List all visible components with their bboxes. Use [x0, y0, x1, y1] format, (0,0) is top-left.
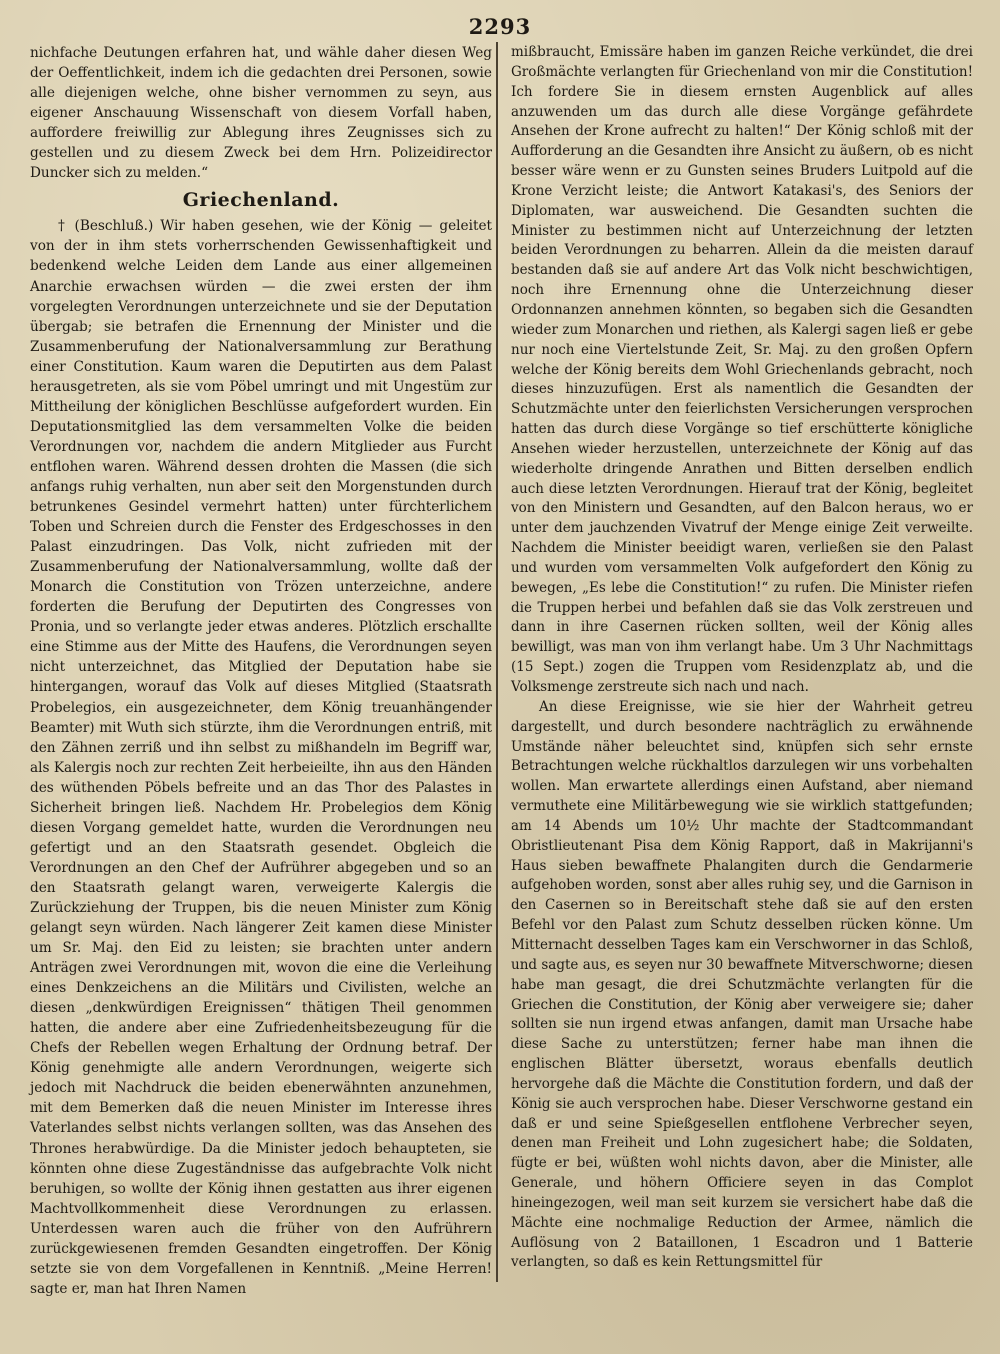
column-divider: [496, 42, 498, 1282]
left-column: [30, 43, 492, 1299]
intro-paragraph: nichfache Deutungen erfahren hat, und wähle daher diesen Weg der Oeffentlichkeit, indem ich die gedachten drei Personen, sowie alle diejenigen welche, ohne bisher vernommen zu seyn, aus eigener Anschauung Wissenschaft von diesem Vorfall haben, auffordere freiwillig zur Ablegung ihres Zeugnisses sich zu gestellen und zu diesem Zweck bei dem Hrn. Polizeidirector Duncker sich zu melden.“: [30, 45, 492, 182]
section-heading: Griechenland.: [182, 189, 340, 212]
article-body-right-1: mißbraucht, Emissäre haben im ganzen Reiche verkündet, die drei Großmächte verlangten für Griechenland von mir die Constitution! Ich fordere Sie in diesem ernsten Augenblick auf alles anzuwenden um das durch alle diese Vorgänge gefährdete Ansehen der Krone aufrecht zu halten!“ Der König schloß mit der Aufforderung an die Gesandten ihre Ansicht zu äußern, ob es nicht besser wäre wenn er zu Gunsten seines Bruders Luitpold auf die Krone Verzicht leiste; die Antwort Katakasi's, des Seniors der Diplomaten, war ausweichend. Die Gesandten suchten die Minister zu bestimmen nicht auf Unterzeichnung der letzten beiden Verordnungen zu beharren. Allein da die meisten darauf bestanden daß sie auf andere Art das Volk nicht beschwichtigen, noch ihre Ernennung ohne die Unterzeichnung dieser Ordonnanzen annehmen könnten, so begaben sich die Gesandten wieder zum Monarchen und riethen, als Kalergi sagen ließ er gebe nur noch eine Viertelstunde Zeit, Sr. Maj. zu den großen Opfern welche der König bereits dem Wohl Griechenlands gebracht, noch dieses hinzuzufügen. Erst als namentlich die Gesandten der Schutzmächte unter den feierlichsten Versicherungen versprochen hatten das durch diese Vorgänge so tief erschütterte königliche Ansehen wieder herzustellen, unterzeichnete der König auf das wiederholte dringende Anrathen und Bitten derselben endlich auch diese letzten Verordnungen. Hierauf trat der König, begleitet von den Ministern und Gesandten, auf den Balcon heraus, wo er unter dem jauchzenden Vivatruf der Menge einige Zeit verweilte. Nachdem die Minister beeidigt waren, verließen sie den Palast und wurden vom versammelten Volk aufgefordert den König zu bewegen, „Es lebe die Constitution!“ zu rufen. Die Minister riefen die Truppen herbei und befahlen daß sie das Volk zerstreuen und dann in ihre Casernen rücken sollten, weil der König alles bewilligt, was man von ihm verlangt habe. Um 3 Uhr Nachmittags (15 Sept.) zogen die Truppen vom Residenzplatz ab, und die Volksmenge zerstreute sich nach und nach.: [511, 44, 973, 695]
page-number: 2293: [468, 14, 532, 39]
right-column: [511, 43, 973, 1273]
article-body-left: † (Beschluß.) Wir haben gesehen, wie der König — geleitet von der in ihm stets vorherrschenden Gewissenhaftigkeit und bedenkend welche Leiden dem Lande aus einer allgemeinen Anarchie erwachsen würden — die zwei ersten der ihm vorgelegten Verordnungen unterzeichnete und sie der Deputation übergab; sie betrafen die Ernennung der Minister und die Zusammenberufung der Nationalversammlung zur Berathung einer Constitution. Kaum waren die Deputirten aus dem Palast herausgetreten, als sie vom Pöbel umringt und mit Ungestüm zur Mittheilung der königlichen Beschlüsse aufgefordert wurden. Ein Deputationsmitglied las dem versammelten Volke die beiden Verordnungen vor, nachdem die andern Mitglieder aus Furcht entflohen waren. Während dessen drohten die Massen (die sich anfangs ruhig verhalten, nun aber seit den Morgenstunden durch betrunkenes Gesindel vermehrt hatten) unter fürchterlichem Toben und Schreien durch die Fenster des Erdgeschosses in den Palast einzudringen. Das Volk, nicht zufrieden mit der Zusammenberufung der Nationalversammlung, wollte daß der Monarch die Constitution von Trözen unterzeichne, andere forderten die Berufung der Deputirten des Congresses von Pronia, und so verlangte jeder etwas anderes. Plötzlich erschallte eine Stimme aus der Mitte des Haufens, die Verordnungen seyen nicht unterzeichnet, das Mitglied der Deputation habe sie hintergangen, worauf das Volk auf dieses Mitglied (Staatsrath Probelegios, ein ausgezeichneter, dem König treuanhängender Beamter) mit Wuth sich stürzte, ihm die Verordnungen entriß, mit den Zähnen zerriß und ihn selbst zu mißhandeln im Begriff war, als Kalergis noch zur rechten Zeit herbeieilte, ihn aus den Händen des wüthenden Pöbels befreite und an das Thor des Palastes in Sicherheit bringen ließ. Nachdem Hr. Probelegios dem König diesen Vorgang gemeldet hatte, wurden die Verordnungen neu gefertigt und an den Staatsrath gesendet. Obgleich die Verordnungen an den Chef der Aufrührer abgegeben und so an den Staatsrath gelangt waren, verweigerte Kalergis die Zurückziehung der Truppen, bis die neuen Minister zum König gelangt seyn würden. Nach längerer Zeit kamen diese Minister um Sr. Maj. den Eid zu leisten; sie brachten unter andern Anträgen zwei Verordnungen mit, wovon die eine die Verleihung eines Denkzeichens an die Militärs und Civilisten, welche an diesen „denkwürdigen Ereignissen“ thätigen Theil genommen hatten, die andere aber eine Zufriedenheitsbezeugung für die Chefs der Rebellen wegen Erhaltung der Ordnung betraf. Der König genehmigte alle andern Verordnungen, weigerte sich jedoch mit Nachdruck die beiden ebenerwähnten anzunehmen, mit dem Bemerken daß die neuen Minister im Interesse ihres Vaterlandes selbst nichts verlangen sollten, was das Ansehen des Thrones herabwürdige. Da die Minister jedoch behaupteten, sie könnten ohne diese Zugeständnisse das aufgebrachte Volk nicht beruhigen, so wollte der König ihnen gestatten aus ihrer eigenen Machtvollkommenheit diese Verordnungen zu erlassen. Unterdessen waren auch die früher von den Aufrührern zurückgewiesenen fremden Gesandten eingetroffen. Der König setzte sie von dem Vorgefallenen in Kenntniß. „Meine Herren! sagte er, man hat Ihren Namen: [30, 218, 492, 1297]
article-body-right-2: An diese Ereignisse, wie sie hier der Wahrheit getreu dargestellt, und durch besondere nachträglich zu erwähnende Umstände näher beleuchtet sind, knüpfen sich sehr ernste Betrachtungen welche rückhaltlos darzulegen wir uns vorbehalten wollen. Man erwartete allerdings einen Aufstand, aber niemand vermuthete eine Militärbewegung wie sie wirklich stattgefunden; am 14 Abends um 10½ Uhr machte der Stadtcommandant Obristlieutenant Pisa dem König Rapport, daß in Makrijanni's Haus sieben bewaffnete Phalangiten durch die Gendarmerie aufgehoben worden, sonst aber alles ruhig sey, und die Garnison in den Casernen so in Bereitschaft stehe daß sie auf den ersten Befehl vor den Palast zum Schutz desselben rücken könne. Um Mitternacht desselben Tages kam ein Verschworner in das Schloß, und sagte aus, es seyen nur 30 bewaffnete Mitverschworne; diesen habe man gesagt, die drei Schutzmächte verlangten für die Griechen die Constitution, der König aber verweigere sie; daher sollten sie nun irgend etwas anfangen, damit man Ursache habe diese Sache zu unterstützen; ferner habe man ihnen die englischen Blätter übersetzt, woraus ebenfalls deutlich hervorgehe daß die Mächte die Constitution fordern, und daß der König sie auch versprochen habe. Dieser Verschworne gestand ein daß er und seine Spießgesellen entflohene Verbrecher seyen, denen man Freiheit und Lohn zugesichert habe; die Soldaten, fügte er bei, wüßten wohl nichts davon, aber die Minister, alle Generale, und höhern Officiere seyen in das Complot hineingezogen, weil man seit kurzem sie versichert habe daß die Mächte eine nochmalige Reduction der Armee, nämlich die Auflösung von 2 Bataillonen, 1 Escadron und 1 Batterie verlangten, so daß es kein Rettungsmittel für: [511, 698, 973, 1271]
